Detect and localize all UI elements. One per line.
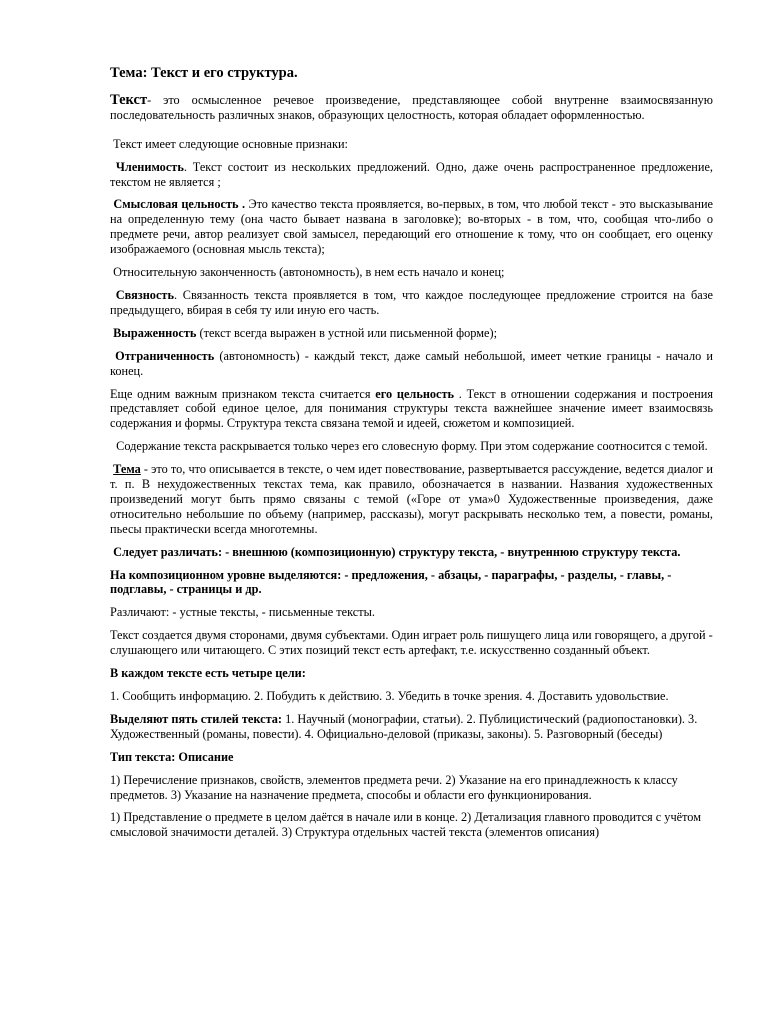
styles-bold: Выделяют пять стилей текста: xyxy=(110,711,283,726)
feature-text: (автономность) - каждый текст, даже самый небольшой, имеет четкие границы - начало и конец. xyxy=(110,348,713,378)
structure-distinction-text: Следует различать: - внешнюю (композиционную) структуру текста, - внутреннюю структуру текста. xyxy=(113,544,681,559)
feature-completeness: Относительную законченность (автономность), в нем есть начало и конец; xyxy=(110,265,505,280)
features-intro: Текст имеет следующие основные признаки: xyxy=(110,136,348,151)
feature-term: Членимость xyxy=(115,159,184,174)
feature-coherence xyxy=(110,288,713,318)
definition-term: Текст xyxy=(110,91,148,108)
feature-text: . Связанность текста проявляется в том, что каждое последующее предложение строится на базе предыдущего, вбирая в себя ту или иную его часть. xyxy=(110,287,713,317)
integrity-bold: его цельность xyxy=(375,386,455,401)
composition-level-text: На композиционном уровне выделяются: - предложения, - абзацы, - параграфы, - разделы, - главы, - подглавы, - страницы и др. xyxy=(110,567,672,597)
integrity-after: . Текст в отношении содержания и построения представляет собой единое целое, для понимания структуры текста важнейшее значение имеет взаимосвязь содержания и формы. Структура текста связана темой и идеей, сюжетом и композицией. xyxy=(110,386,713,431)
styles-paragraph xyxy=(110,712,713,742)
feature-expression xyxy=(110,326,713,341)
content-paragraph: Содержание текста раскрывается только через его словесную форму. При этом содержание соотносится с темой. xyxy=(110,439,708,454)
description-structure: 1) Представление о предмете в целом даётся в начале или в конце. 2) Детализация главного проводится с учётом смысловой значимости деталей. 3) Структура отдельных частей текста (элементов описания) xyxy=(110,810,702,840)
feature-term: Выраженность xyxy=(113,325,197,340)
feature-term: Связность xyxy=(115,287,174,302)
page-title: Тема: Текст и его структура. xyxy=(110,65,298,81)
integrity-paragraph xyxy=(110,387,713,432)
styles-text: 1. Научный (монографии, статьи). 2. Публицистический (радиопостановки). 3. Художественный (романы, повести). 4. Официально-деловой (приказы, законы). 5. Разговорный (беседы) xyxy=(110,711,698,741)
oral-written: Различают: - устные тексты, - письменные тексты. xyxy=(110,605,375,620)
feature-text: Это качество текста проявляется, во-первых, в том, что любой текст - это высказывание на определенную тему (она часто бывает названа в заголовке); во-вторых - в том, что, сообщая что-либо о предмете речи, автор реализует свой замысел, передающий его отношение к тому, что он сообщает, его оценку изображаемого (основная мысль текста); xyxy=(110,197,713,257)
feature-term: Смысловая цельность . xyxy=(113,197,246,212)
feature-text: (текст всегда выражен в устной или письменной форме); xyxy=(196,325,498,340)
text-definition xyxy=(110,93,713,123)
text-type-text: Тип текста: Описание xyxy=(110,749,234,764)
goals-heading-text: В каждом тексте есть четыре цели: xyxy=(110,666,306,681)
text-type-heading xyxy=(110,750,713,765)
description-features: 1) Перечисление признаков, свойств, элементов предмета речи. 2) Указание на его принадлежность к классу предметов. 3) Указание на назначение предмета, способы и области его функционирования. xyxy=(110,772,678,802)
creation-paragraph: Текст создается двумя сторонами, двумя субъектами. Один играет роль пишущего лица или говорящего, а другой - слушающего или читающего. С этих позиций текст есть артефакт, т.е. искусственно созданный объект. xyxy=(110,628,713,658)
feature-text: . Текст состоит из нескольких предложений. Одно, даже очень распространенное предложение, текстом не является ; xyxy=(110,159,713,189)
definition-text: - это осмысленное речевое произведение, представляющее собой внутренне взаимосвязанную последовательность различных знаков, образующих целостность, которая обладает оформленностью. xyxy=(110,92,713,122)
feature-chlenimost xyxy=(110,160,713,190)
document-page xyxy=(110,66,713,848)
theme-term: Тема xyxy=(113,462,141,477)
feature-term: Отграниченность xyxy=(115,348,215,363)
goals-heading xyxy=(110,666,713,681)
structure-distinction xyxy=(110,545,713,560)
feature-semantic-integrity xyxy=(110,197,713,257)
goals-list: 1. Сообщить информацию. 2. Побудить к действию. 3. Убедить в точке зрения. 4. Доставить удовольствие. xyxy=(110,689,669,703)
integrity-before: Еще одним важным признаком текста считается xyxy=(110,386,376,401)
theme-paragraph xyxy=(110,462,713,537)
theme-text: - это то, что описывается в тексте, о чем идет повествование, развертывается рассуждение, ведется диалог и т. п. В нехудожественных текстах тема, как правило, обозначается в названии. Названия художественных произведений могут быть прямо связаны с темой («Горе от ума»0 Художественные произведения, даже относительно небольшие по объему (например, рассказы), могут раскрывать несколько тем, а повести, романы, пьесы практически всегда многотемны. xyxy=(110,462,713,536)
composition-level xyxy=(110,568,713,598)
feature-delimitation xyxy=(110,349,713,379)
